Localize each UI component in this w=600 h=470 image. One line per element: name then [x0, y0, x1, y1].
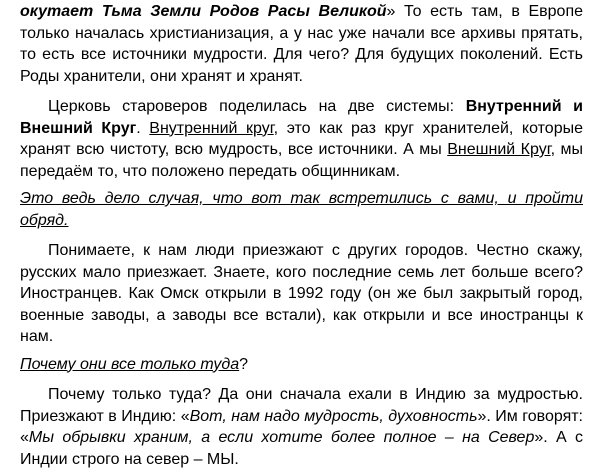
circles-emphasis: Внутренний и Внешний Круг: [20, 98, 583, 137]
quote-italic: Мы обрывки храним, а если хотите более полное – на Север: [28, 429, 535, 446]
inner-circle-underlined: Внутренний круг: [149, 119, 274, 137]
quote-ending-emphasis: окутает Тьма Земли Родов Расы Великой: [20, 3, 387, 20]
question-chance-meeting: [20, 188, 583, 231]
paragraph-text: ». Им говорят: «: [20, 407, 584, 446]
quote-italic: Вот, нам надо мудрость, духовность: [189, 407, 478, 425]
paragraph-text: Почему только туда? Да они сначала ехали в Индию за мудростью. Приезжают в Индию: «: [20, 386, 583, 425]
question-text: Это ведь дело случая, что вот так встретились с вами, и пройти обряд.: [20, 190, 583, 229]
paragraph-text: , это как раз круг хранителей, которые хранят всю чистоту, всю мудрость, все источники. А мы: [20, 119, 584, 158]
question-text: Почему они все только туда: [20, 355, 240, 373]
question-why-there: [20, 354, 583, 376]
paragraph-foreigners: [20, 240, 583, 348]
paragraph-text: ». А с Индии строго на север – МЫ.: [20, 429, 584, 468]
paragraph-text: » То есть там, в Европе только началась христианизация, а у нас уже начали все архивы прятать, то есть все источники мудрости. Для чего? Для будущих поколений. Есть Роды хранители, они хранят и хранят.: [20, 3, 583, 85]
document-page: [20, 1, 583, 470]
paragraph-archives: [20, 1, 583, 87]
outer-circle-underlined: Внешний Круг: [447, 141, 551, 158]
paragraph-text: Понимаете, к нам люди приезжают с других городов. Честно скажу, русских мало приезжает. Знаете, кого последние семь лет больше всего? Иностранцев. Как Омск открыли в 1992 году (он же был закрытый город, военные заводы, а заводы все встали), как открыли и все иностранцы к нам.: [20, 242, 583, 345]
paragraph-india: [20, 384, 583, 470]
paragraph-text: Церковь староверов поделилась на две системы:: [48, 98, 466, 115]
question-mark: ?: [239, 355, 249, 373]
paragraph-text: , мы передаём то, что положено передать общинникам.: [20, 141, 584, 180]
paragraph-church-systems: [20, 96, 583, 182]
paragraph-text: .: [136, 119, 150, 137]
